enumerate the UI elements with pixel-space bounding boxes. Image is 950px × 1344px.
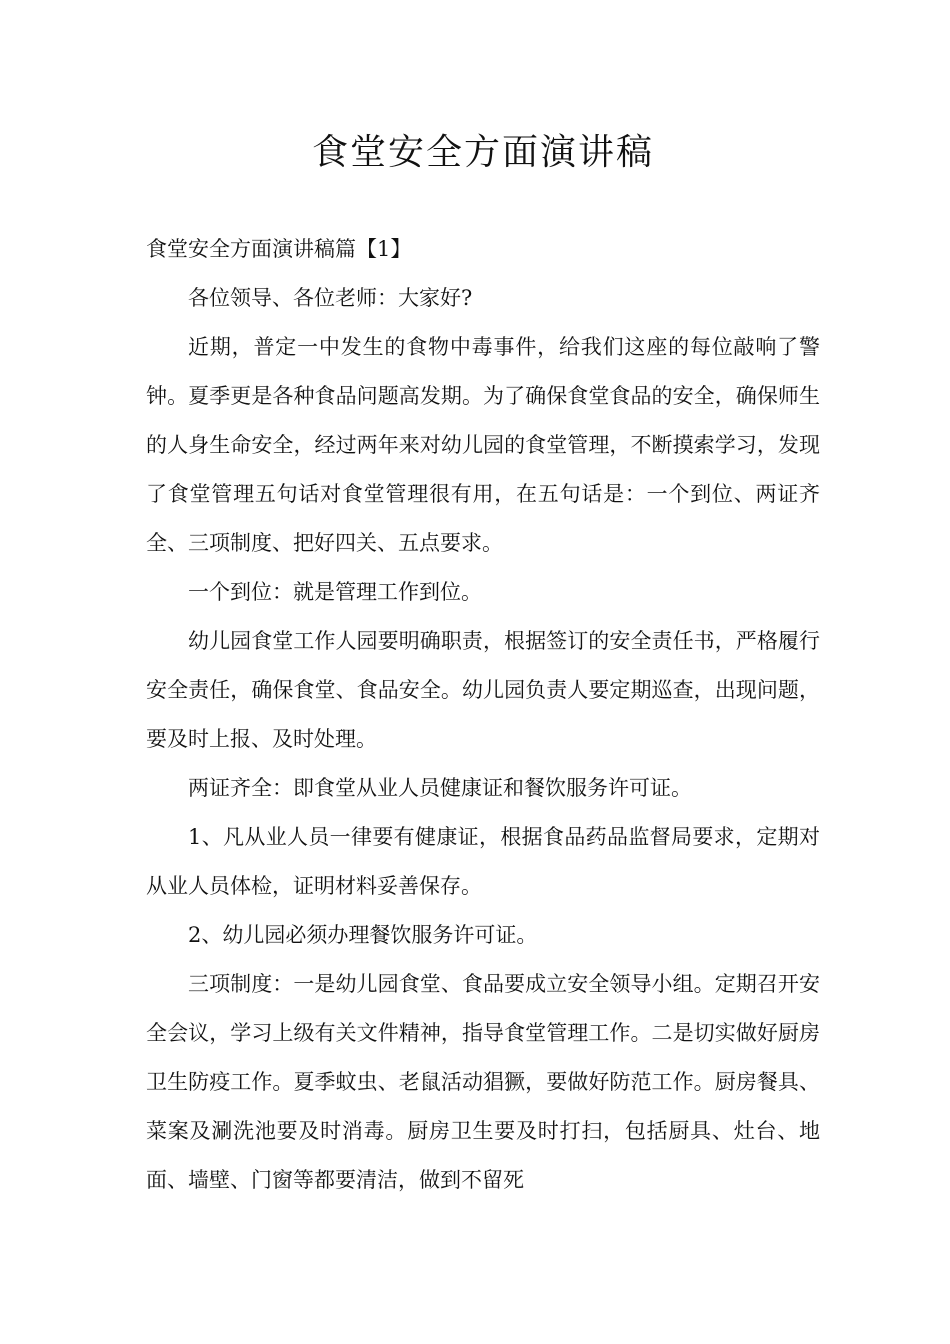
section-heading: 食堂安全方面演讲稿篇【1】 <box>146 237 412 261</box>
paragraph-point-one-detail: 幼儿园食堂工作人园要明确职责，根据签订的安全责任书，严格履行安全责任，确保食堂、食品安全。幼儿园负责人要定期巡查，出现问题，要及时上报、及时处理。 <box>146 629 820 751</box>
paragraph-point-two: 两证齐全：即食堂从业人员健康证和餐饮服务许可证。 <box>188 776 692 800</box>
document-title: 食堂安全方面演讲稿 <box>311 132 654 173</box>
paragraph-point-two-item-1: 1、凡从业人员一律要有健康证，根据食品药品监督局要求，定期对从业人员体检，证明材料妥善保存。 <box>146 825 820 898</box>
paragraph-point-one: 一个到位：就是管理工作到位。 <box>188 580 482 604</box>
paragraph-intro: 近期，普定一中发生的食物中毒事件，给我们这座的每位敲响了警钟。夏季更是各种食品问题高发期。为了确保食堂食品的安全，确保师生的人身生命安全，经过两年来对幼儿园的食堂管理，不断摸索学习，发现了食堂管理五句话对食堂管理很有用，在五句话是：一个到位、两证齐全、三项制度、把好四关、五点要求。 <box>146 335 820 555</box>
paragraph-point-three: 三项制度：一是幼儿园食堂、食品要成立安全领导小组。定期召开安全会议，学习上级有关文件精神，指导食堂管理工作。二是切实做好厨房卫生防疫工作。夏季蚊虫、老鼠活动猖獗，要做好防范工作。厨房餐具、菜案及涮洗池要及时消毒。厨房卫生要及时打扫，包括厨具、灶台、地面、墙壁、门窗等都要清洁，做到不留死 <box>146 972 820 1192</box>
paragraph-greeting: 各位领导、各位老师：大家好? <box>188 286 473 310</box>
paragraph-point-two-item-2: 2、幼儿园必须办理餐饮服务许可证。 <box>188 923 538 947</box>
